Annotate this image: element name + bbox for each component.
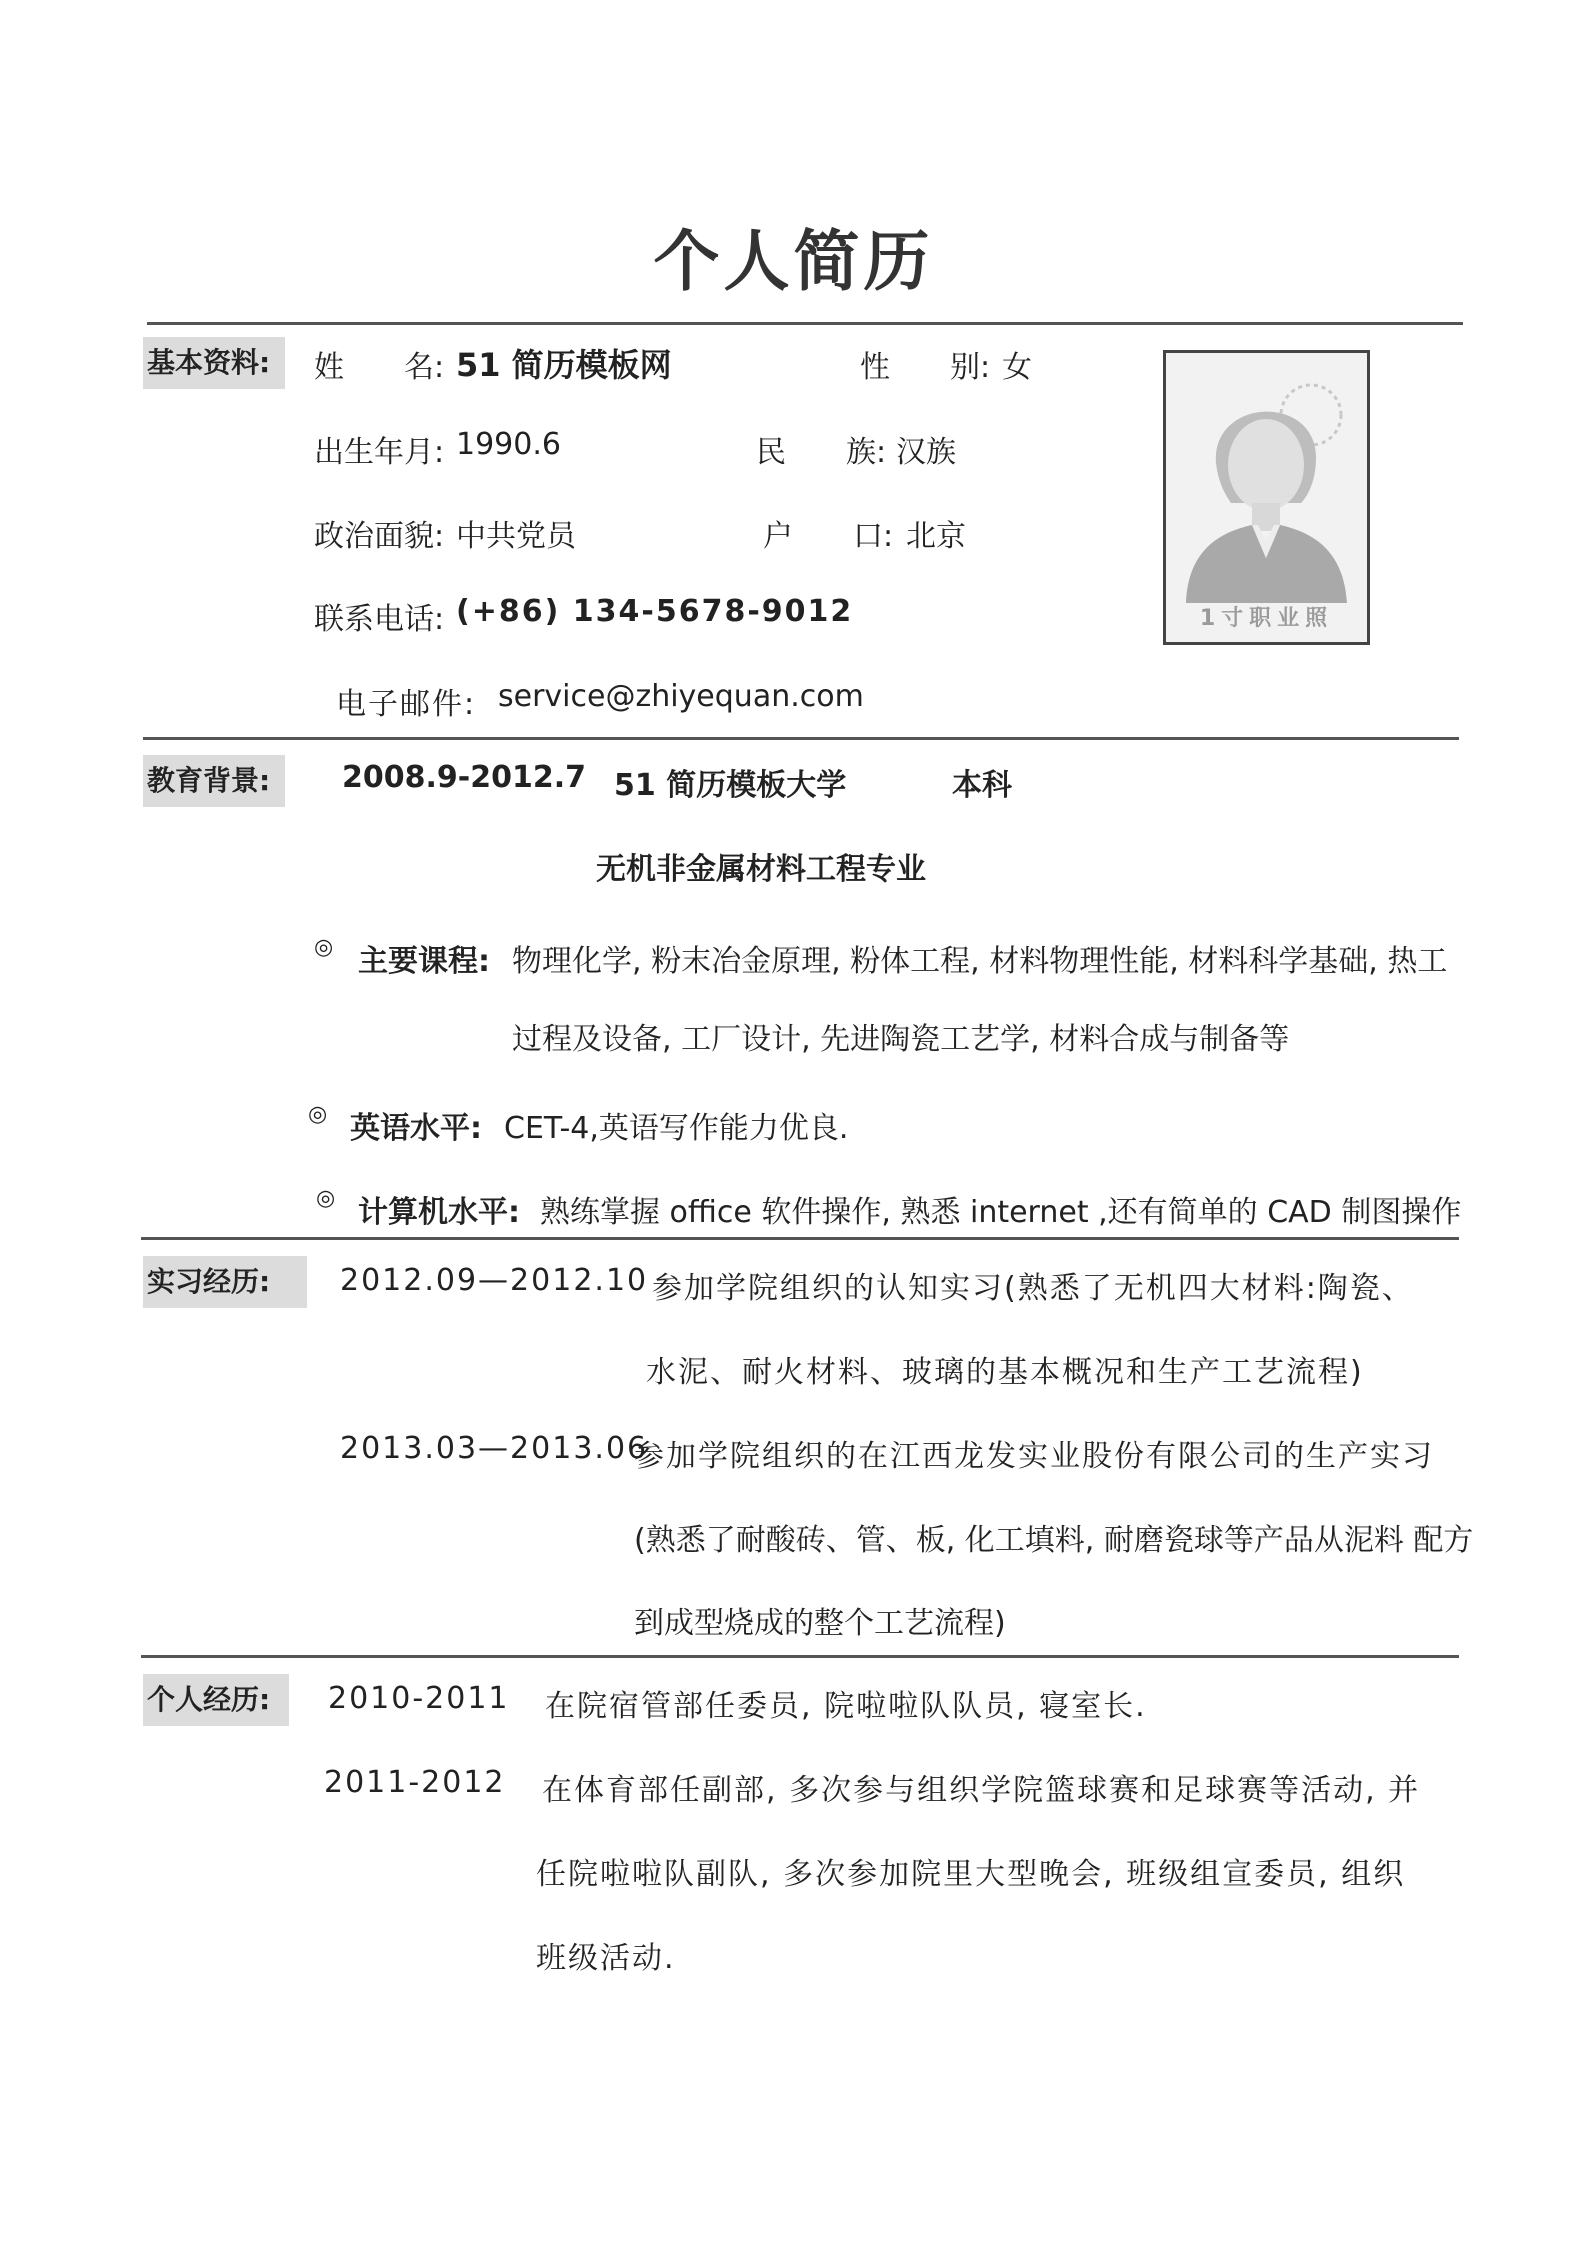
courses-line1: 物理化学, 粉末冶金原理, 粉体工程, 材料物理性能, 材料科学基础, 热工 [512, 944, 1448, 979]
education-major: 无机非金属材料工程专业 [596, 852, 926, 887]
section-label-internship: 实习经历: [143, 1256, 307, 1308]
hukou-value: 北京 [906, 519, 966, 554]
phone-value: (+86) 134-5678-9012 [456, 594, 854, 629]
divider-internship [141, 1655, 1459, 1658]
internship-period-2: 2013.03—2013.06 [340, 1431, 649, 1466]
internship-period-1: 2012.09—2012.10 [340, 1263, 649, 1298]
name-key: 姓 名: [314, 350, 445, 385]
personal-period-1: 2010-2011 [328, 1681, 510, 1716]
hukou-key: 户 口: [763, 519, 894, 554]
profile-photo [1163, 350, 1370, 645]
computer-value: 熟练掌握 office 软件操作, 熟悉 internet ,还有简单的 CAD 制图操作 [540, 1195, 1462, 1230]
section-label-basic: 基本资料: [143, 337, 285, 389]
name-value: 51 简历模板网 [456, 346, 672, 384]
internship-2-line3: 到成型烧成的整个工艺流程) [634, 1606, 1006, 1641]
personal-2-line3: 班级活动. [536, 1941, 676, 1976]
courses-key: 主要课程: [358, 944, 490, 979]
female-avatar-icon [1166, 353, 1367, 603]
political-value: 中共党员 [456, 519, 576, 554]
photo-caption: 1寸职业照 [1199, 606, 1334, 631]
title-divider [147, 322, 1463, 325]
birth-key: 出生年月: [314, 435, 445, 470]
personal-2-line1: 在体育部任副部, 多次参与组织学院篮球赛和足球赛等活动, 并 [542, 1773, 1421, 1808]
education-degree: 本科 [952, 768, 1012, 803]
computer-key: 计算机水平: [358, 1195, 520, 1230]
personal-period-2: 2011-2012 [324, 1765, 506, 1800]
ethnicity-value: 汉族 [896, 435, 956, 470]
political-key: 政治面貌: [314, 519, 445, 554]
email-key: 电子邮件: [336, 687, 477, 722]
bullet-english: ◎ [308, 1102, 328, 1127]
birth-value: 1990.6 [456, 427, 561, 462]
education-school: 51 简历模板大学 [614, 768, 847, 803]
english-value: CET-4,英语写作能力优良. [504, 1111, 849, 1146]
divider-education [141, 1237, 1459, 1240]
section-label-personal: 个人经历: [143, 1674, 289, 1726]
internship-2-line2: (熟悉了耐酸砖、管、板, 化工填料, 耐磨瓷球等产品从泥料 配方 [634, 1523, 1474, 1558]
ethnicity-key: 民 族: [756, 435, 887, 470]
phone-key: 联系电话: [314, 602, 445, 637]
divider-basic [143, 737, 1459, 740]
gender-key: 性 别: [860, 350, 991, 385]
internship-1-line2: 水泥、耐火材料、玻璃的基本概况和生产工艺流程) [646, 1355, 1364, 1390]
internship-1-line1: 参加学院组织的认知实习(熟悉了无机四大材料:陶瓷、 [652, 1271, 1414, 1306]
education-period: 2008.9-2012.7 [342, 760, 586, 795]
english-key: 英语水平: [350, 1111, 482, 1146]
page-title: 个人简历 [653, 223, 934, 300]
bullet-computer: ◎ [316, 1186, 336, 1211]
internship-2-line1: 参加学院组织的在江西龙发实业股份有限公司的生产实习 [634, 1439, 1434, 1474]
bullet-courses: ◎ [314, 935, 334, 960]
personal-1-line1: 在院宿管部任委员, 院啦啦队队员, 寝室长. [545, 1689, 1147, 1724]
section-label-education: 教育背景: [143, 755, 285, 807]
personal-2-line2: 任院啦啦队副队, 多次参加院里大型晚会, 班级组宣委员, 组织 [536, 1857, 1406, 1892]
email-value: service@zhiyequan.com [498, 679, 864, 714]
gender-value: 女 [1002, 350, 1032, 385]
courses-line2: 过程及设备, 工厂设计, 先进陶瓷工艺学, 材料合成与制备等 [512, 1022, 1290, 1057]
